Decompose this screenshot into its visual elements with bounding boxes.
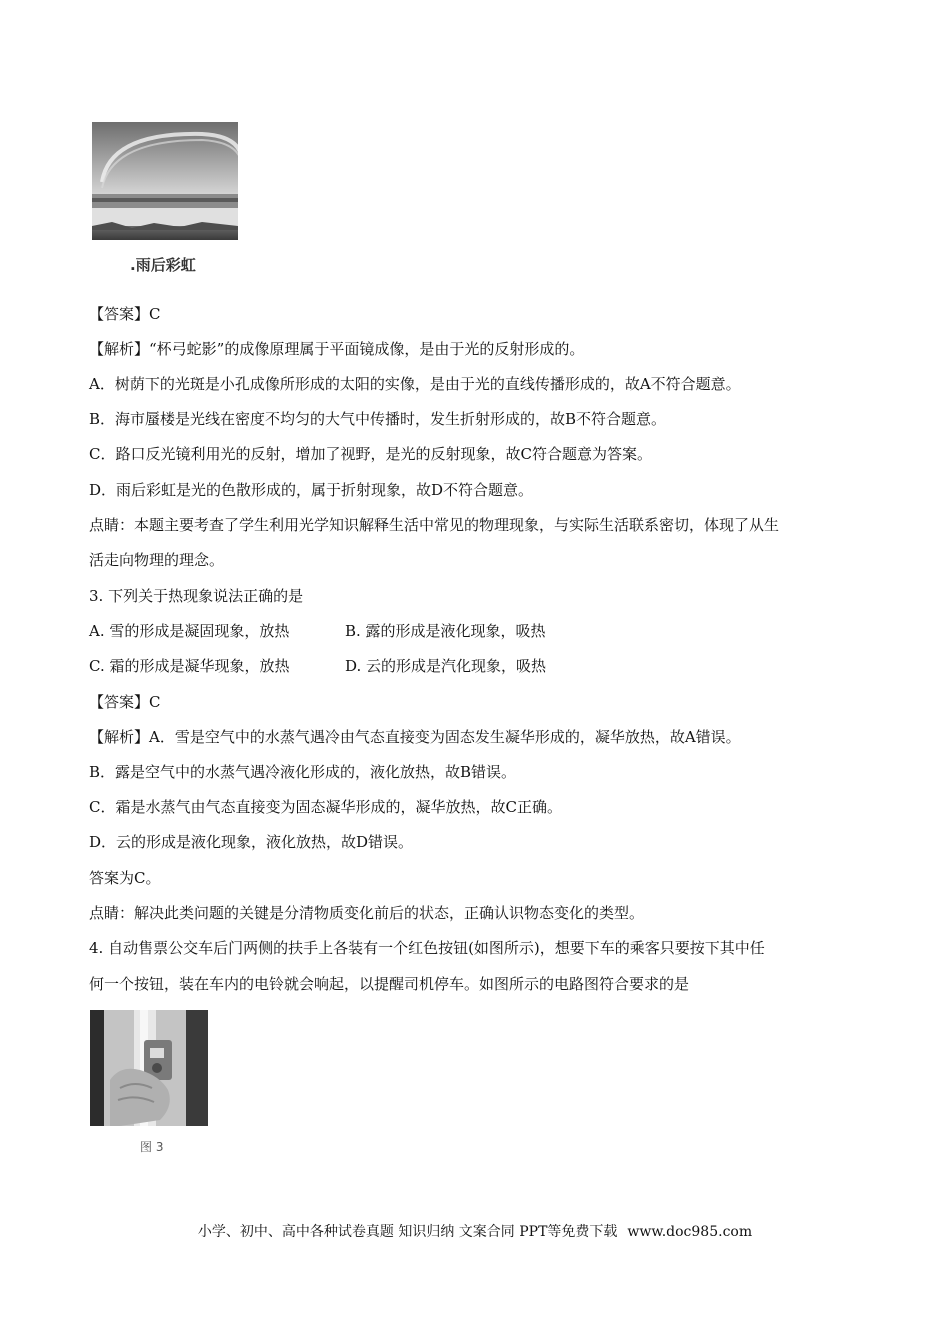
q2-analysis: 【解析】“杯弓蛇影”的成像原理属于平面镜成像，是由于光的反射形成的。 <box>89 340 585 358</box>
bus-button-photo-graphic <box>90 1010 208 1126</box>
q3-analysis-c: C．霜是水蒸气由气态直接变为固态凝华形成的，凝华放热，故C正确。 <box>89 798 562 816</box>
q3-option-c: C. 霜的形成是凝华现象，放热 <box>89 657 290 675</box>
q2-comment-line2: 活走向物理的理念。 <box>89 551 225 569</box>
figure-caption-bus: 图 3 <box>140 1140 164 1154</box>
q3-analysis: 【解析】A．雪是空气中的水蒸气遇冷由气态直接变为固态发生凝华形成的，凝华放热，故A错误。 <box>89 728 741 746</box>
q3-stem: 3. 下列关于热现象说法正确的是 <box>89 587 304 605</box>
q3-option-d: D. 云的形成是汽化现象，吸热 <box>345 657 547 675</box>
q2-comment-line1: 点睛：本题主要考查了学生利用光学知识解释生活中常见的物理现象，与实际生活联系密切，体现了从生 <box>89 516 780 534</box>
q4-stem-line1: 4. 自动售票公交车后门两侧的扶手上各装有一个红色按钮(如图所示)，想要下车的乘客只要按下其中任 <box>89 939 765 957</box>
page-footer <box>0 1221 950 1241</box>
figure-caption-rainbow: .雨后彩虹 <box>130 256 196 274</box>
q3-analysis-d: D．云的形成是液化现象，液化放热，故D错误。 <box>89 833 414 851</box>
rainbow-photo <box>92 122 238 240</box>
q3-answer: 【答案】C <box>89 693 161 711</box>
footer-url-link[interactable]: www.doc985.com <box>627 1224 753 1240</box>
q3-comment: 点睛：解决此类问题的关键是分清物质变化前后的状态，正确认识物态变化的类型。 <box>89 904 645 922</box>
q4-stem-line2: 何一个按钮，装在车内的电铃就会响起，以提醒司机停车。如图所示的电路图符合要求的是 <box>89 975 690 993</box>
q2-analysis-d: D．雨后彩虹是光的色散形成的，属于折射现象，故D不符合题意。 <box>89 481 534 499</box>
q2-analysis-b: B．海市蜃楼是光线在密度不均匀的大气中传播时，发生折射形成的，故B不符合题意。 <box>89 410 667 428</box>
bus-button-photo <box>90 1010 208 1126</box>
q3-option-b: B. 露的形成是液化现象，吸热 <box>345 622 546 640</box>
footer-text: 小学、初中、高中各种试卷真题 知识归纳 文案合同 PPT等免费下载 <box>197 1224 618 1240</box>
q2-analysis-c: C．路口反光镜利用光的反射，增加了视野，是光的反射现象，故C符合题意为答案。 <box>89 445 652 463</box>
rainbow-photo-graphic <box>92 122 238 240</box>
q3-final-answer: 答案为C。 <box>89 869 161 887</box>
q3-analysis-b: B．露是空气中的水蒸气遇冷液化形成的，液化放热，故B错误。 <box>89 763 517 781</box>
q2-answer: 【答案】C <box>89 305 161 323</box>
q3-option-a: A. 雪的形成是凝固现象，放热 <box>89 622 290 640</box>
q2-analysis-a: A．树荫下的光斑是小孔成像所形成的太阳的实像，是由于光的直线传播形成的，故A不符合题意。 <box>89 375 741 393</box>
